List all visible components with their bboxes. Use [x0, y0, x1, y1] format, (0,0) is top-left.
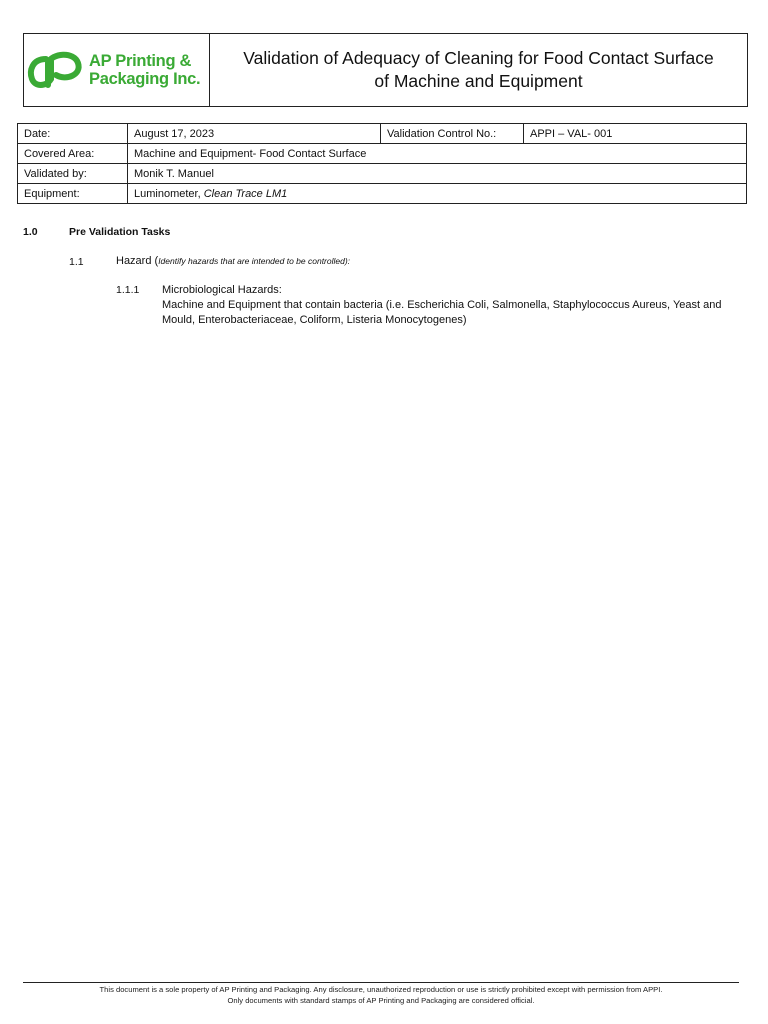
covered-area-label: Covered Area: [18, 144, 128, 164]
title-line1: Validation of Adequacy of Cleaning for Food Contact Surface [243, 48, 714, 68]
covered-area-value: Machine and Equipment- Food Contact Surface [128, 144, 747, 164]
equipment-model: Clean Trace LM1 [203, 187, 288, 200]
subsubsection-body: Machine and Equipment that contain bacteria (i.e. Escherichia Coli, Salmonella, Staphylococcus Aureus, Yeast and Mould, Enterobacteriaceae, Coliform, Listeria Monocytogenes) [162, 299, 722, 326]
footer-official-note: Only documents with standard stamps of AP Printing and Packaging are considered official. [227, 995, 535, 1005]
subsubsection-title: Microbiological Hazards: [162, 284, 282, 296]
table-row [18, 184, 747, 204]
date-label: Date: [18, 124, 128, 144]
section-number: 1.0 [23, 226, 38, 238]
subsection-title [116, 255, 350, 267]
subsubsection-content [162, 283, 737, 328]
control-number-value: APPI – VAL- 001 [524, 124, 747, 144]
logo-wordmark [89, 52, 200, 88]
subsubsection-number: 1.1.1 [116, 284, 140, 296]
logo-text-line1: AP Printing & [89, 52, 192, 70]
equipment-label: Equipment: [18, 184, 128, 204]
equipment-value [128, 184, 747, 204]
footer-disclaimer: This document is a sole property of AP Printing and Packaging. Any disclosure, unauthorized reproduction or use is strictly prohibited except with permission from APPI. [99, 985, 663, 994]
section-title: Pre Validation Tasks [69, 226, 171, 238]
validation-info-table [17, 123, 747, 204]
title-line2: of Machine and Equipment [374, 71, 583, 91]
equipment-type: Luminometer, [134, 187, 204, 200]
footer [23, 985, 739, 1006]
document-title [210, 34, 747, 106]
table-row [18, 164, 747, 184]
document-header [23, 33, 748, 107]
control-number-label: Validation Control No.: [381, 124, 524, 144]
subsection-note: Identify hazards that are intended to be controlled): [158, 256, 351, 266]
subsection-number: 1.1 [69, 256, 84, 268]
subsection-heading: Hazard ( [116, 255, 159, 267]
logo-text-line2: Packaging Inc. [89, 70, 201, 88]
table-row [18, 124, 747, 144]
date-value: August 17, 2023 [128, 124, 381, 144]
validated-by-value: Monik T. Manuel [128, 164, 747, 184]
company-logo [24, 34, 210, 106]
footer-divider [23, 982, 739, 983]
validated-by-label: Validated by: [18, 164, 128, 184]
table-row [18, 144, 747, 164]
ap-monogram-icon [26, 47, 86, 93]
